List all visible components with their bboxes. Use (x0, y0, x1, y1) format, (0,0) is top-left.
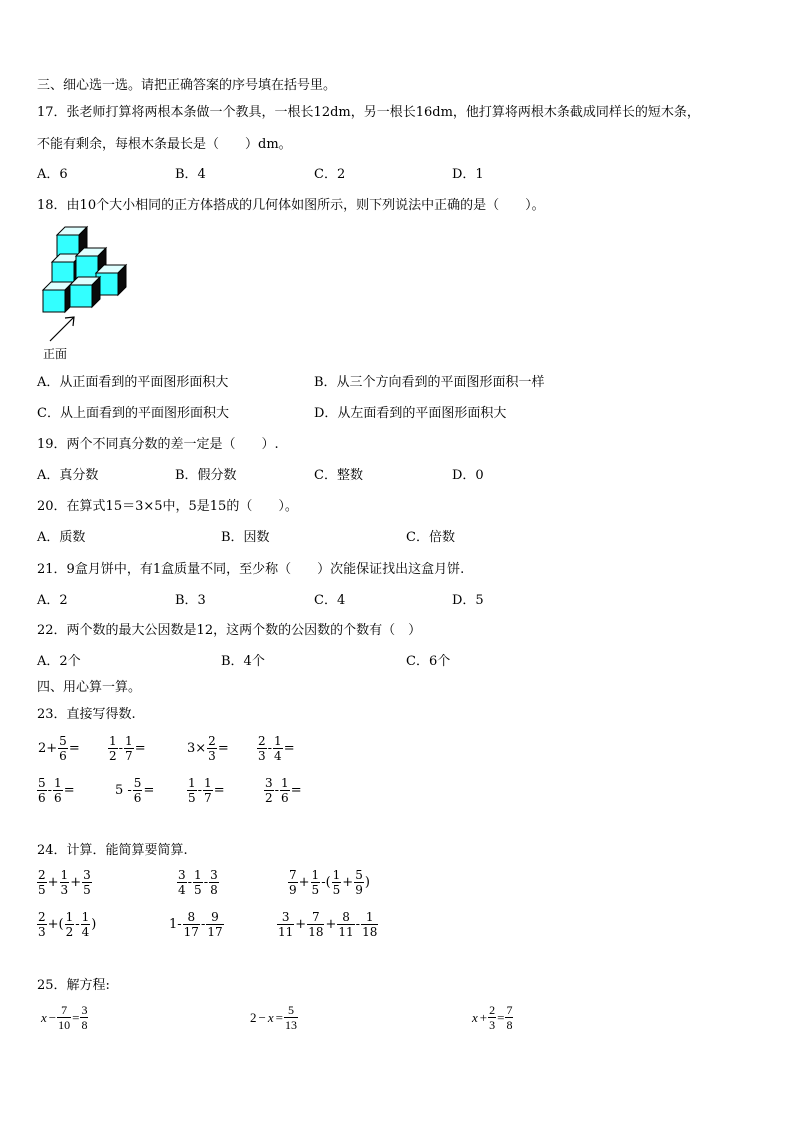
q23-expr-1 (37, 734, 81, 763)
question-22-text: 22．两个数的最大公因数是12，这两个数的公因数的个数有（ ） (37, 623, 422, 638)
q24-expr-2 (177, 868, 219, 897)
q21-option-b[interactable]: B．3 (175, 593, 206, 608)
cube (43, 282, 73, 312)
equals: = (283, 741, 295, 756)
equals: = (63, 783, 75, 798)
q17-option-d[interactable]: D．1 (452, 167, 484, 182)
operator: + (325, 917, 337, 932)
q25-equation-3 (471, 1003, 513, 1032)
fraction: $\frac{1}{4}$ (81, 910, 90, 939)
front-label: 正面 (43, 347, 68, 361)
section-heading-3: 三、细心选一选。请把正确答案的序号填在括号里。 (37, 78, 337, 93)
q24-expr-6 (277, 910, 378, 939)
fraction: $\frac{1}{6}$ (54, 776, 62, 805)
q19-option-d[interactable]: D．0 (452, 468, 484, 483)
operator: − (258, 1009, 266, 1025)
fraction: $\frac{3}{8}$ (210, 868, 218, 897)
operator: + (342, 875, 354, 890)
fraction: $\frac{1}{5}$ (188, 776, 196, 805)
fraction: $\frac{2}{5}$ (38, 868, 46, 897)
q22-option-c[interactable]: C．6个 (406, 654, 451, 669)
fraction: $\frac{5}{13}$ (284, 1003, 297, 1032)
operator: - (197, 783, 203, 798)
operator: - (75, 917, 80, 932)
term: 2+ (38, 741, 58, 756)
question-23-text: 23．直接写得数. (37, 707, 136, 722)
q24-expr-1 (37, 868, 92, 897)
fraction: $\frac{3}{5}$ (83, 868, 91, 897)
operator: - (203, 875, 209, 890)
fraction: $\frac{3}{8}$ (81, 1003, 88, 1032)
operator: - (47, 783, 53, 798)
term: 2 (250, 1009, 257, 1025)
q21-option-a[interactable]: A．2 (37, 593, 68, 608)
question-17-text-line2: 不能有剩余，每根木条最长是（ ）dm。 (37, 137, 292, 152)
fraction: $\frac{5}{6}$ (38, 776, 46, 805)
question-21-text: 21．9盒月饼中，有1盒质量不同，至少称（ ）次能保证找出这盒月饼. (37, 562, 465, 577)
fraction: $\frac{1}{2}$ (65, 910, 74, 939)
operator: + (295, 917, 307, 932)
question-19-text: 19．两个不同真分数的差一定是（ ）. (37, 437, 279, 452)
operator: - (200, 917, 206, 932)
q18-option-b[interactable]: B．从三个方向看到的平面图形面积一样 (314, 375, 545, 390)
fraction: $\frac{5}{9}$ (355, 868, 363, 897)
q24-expr-5 (168, 910, 224, 939)
operator: +( (47, 917, 64, 932)
q20-option-b[interactable]: B．因数 (221, 530, 270, 545)
fraction: $\frac{1}{6}$ (281, 776, 289, 805)
fraction: $\frac{1}{3}$ (60, 868, 69, 897)
equals: = (68, 741, 80, 756)
q19-option-b[interactable]: B．假分数 (175, 468, 237, 483)
fraction: $\frac{5}{6}$ (133, 776, 142, 805)
fraction: $\frac{8}{17}$ (183, 910, 199, 939)
fraction: $\frac{9}{17}$ (207, 910, 223, 939)
term: 5 - (115, 783, 132, 798)
q23-expr-8 (264, 776, 303, 805)
q17-option-c[interactable]: C．2 (314, 167, 346, 182)
fraction: $\frac{1}{5}$ (194, 868, 202, 897)
operator: + (298, 875, 310, 890)
fraction: $\frac{2}{3}$ (258, 734, 266, 763)
term: 1- (169, 917, 182, 932)
front-arrow (50, 317, 74, 341)
q21-option-d[interactable]: D．5 (452, 593, 484, 608)
q19-option-a[interactable]: A．真分数 (37, 468, 99, 483)
fraction: $\frac{1}{7}$ (125, 734, 133, 763)
q25-equation-1 (40, 1003, 88, 1032)
fraction: $\frac{3}{2}$ (265, 776, 273, 805)
operator: + (70, 875, 82, 890)
equals: = (143, 783, 155, 798)
q25-equation-2 (249, 1003, 298, 1032)
question-25-text: 25．解方程: (37, 978, 110, 993)
q24-expr-3 (288, 868, 371, 897)
cube (70, 277, 100, 307)
fraction: $\frac{3}{11}$ (278, 910, 294, 939)
q17-option-a[interactable]: A．6 (37, 167, 68, 182)
q23-expr-3 (186, 734, 230, 763)
fraction: $\frac{1}{7}$ (204, 776, 212, 805)
equals: = (213, 783, 225, 798)
fraction: $\frac{1}{5}$ (332, 868, 341, 897)
question-18-text: 18．由10个大小相同的正方体搭成的几何体如图所示，则下列说法中正确的是（ ）。 (37, 198, 545, 213)
operator: − (48, 1009, 57, 1025)
q19-option-c[interactable]: C．整数 (314, 468, 363, 483)
fraction: $\frac{1}{18}$ (362, 910, 378, 939)
q18-option-a[interactable]: A．从正面看到的平面图形面积大 (37, 375, 229, 390)
question-17-text-line1: 17．张老师打算将两根本条做一个教具，一根长12dm，另一根长16dm，他打算将两根木条截成同样长的短木条， (37, 105, 700, 120)
fraction: $\frac{8}{11}$ (338, 910, 354, 939)
equals: = (290, 783, 302, 798)
operator: - (187, 875, 193, 890)
equals: = (72, 1009, 80, 1025)
fraction: $\frac{7}{9}$ (289, 868, 297, 897)
fraction: $\frac{1}{2}$ (109, 734, 117, 763)
equals: = (497, 1009, 505, 1025)
q21-option-c[interactable]: C．4 (314, 593, 346, 608)
equals: = (275, 1009, 283, 1025)
fraction: $\frac{2}{3}$ (38, 910, 46, 939)
q24-expr-4 (37, 910, 97, 939)
q23-expr-5 (37, 776, 76, 805)
q23-expr-4 (257, 734, 296, 763)
fraction: $\frac{1}{5}$ (311, 868, 320, 897)
operator: -( (321, 875, 331, 890)
section-heading-4: 四、用心算一算。 (37, 680, 142, 695)
q20-option-a[interactable]: A．质数 (37, 530, 86, 545)
fraction: $\frac{2}{3}$ (208, 734, 216, 763)
fraction: $\frac{1}{4}$ (274, 734, 282, 763)
q18-option-d[interactable]: D．从左面看到的平面图形面积大 (314, 406, 507, 421)
q18-option-c[interactable]: C．从上面看到的平面图形面积大 (37, 406, 229, 421)
variable: x (267, 1009, 274, 1025)
operator: - (274, 783, 280, 798)
close-paren: ) (364, 875, 370, 890)
operator: + (47, 875, 59, 890)
variable: x (472, 1009, 478, 1025)
q23-expr-6 (114, 776, 155, 805)
question-24-text: 24．计算．能简算要简算. (37, 843, 188, 858)
q22-option-b[interactable]: B．4个 (221, 654, 265, 669)
cube-stack-figure (38, 224, 138, 346)
q17-option-b[interactable]: B．4 (175, 167, 206, 182)
question-20-text: 20．在算式15＝3×5中，5是15的（ ）。 (37, 499, 298, 514)
q23-expr-7 (187, 776, 226, 805)
fraction: $\frac{7}{10}$ (58, 1003, 71, 1032)
fraction: $\frac{5}{6}$ (59, 734, 67, 763)
close-paren: ) (91, 917, 97, 932)
operator: + (479, 1009, 488, 1025)
equals: = (217, 741, 229, 756)
q20-option-c[interactable]: C．倍数 (406, 530, 455, 545)
fraction: $\frac{2}{3}$ (489, 1003, 496, 1032)
equals: = (134, 741, 146, 756)
fraction: $\frac{7}{8}$ (506, 1003, 513, 1032)
operator: - (118, 741, 124, 756)
q23-expr-2 (108, 734, 147, 763)
fraction: $\frac{3}{4}$ (178, 868, 186, 897)
term: 3× (187, 741, 207, 756)
variable: x (41, 1009, 47, 1025)
operator: - (267, 741, 273, 756)
operator: - (355, 917, 361, 932)
q22-option-a[interactable]: A．2个 (37, 654, 81, 669)
fraction: $\frac{7}{18}$ (308, 910, 324, 939)
